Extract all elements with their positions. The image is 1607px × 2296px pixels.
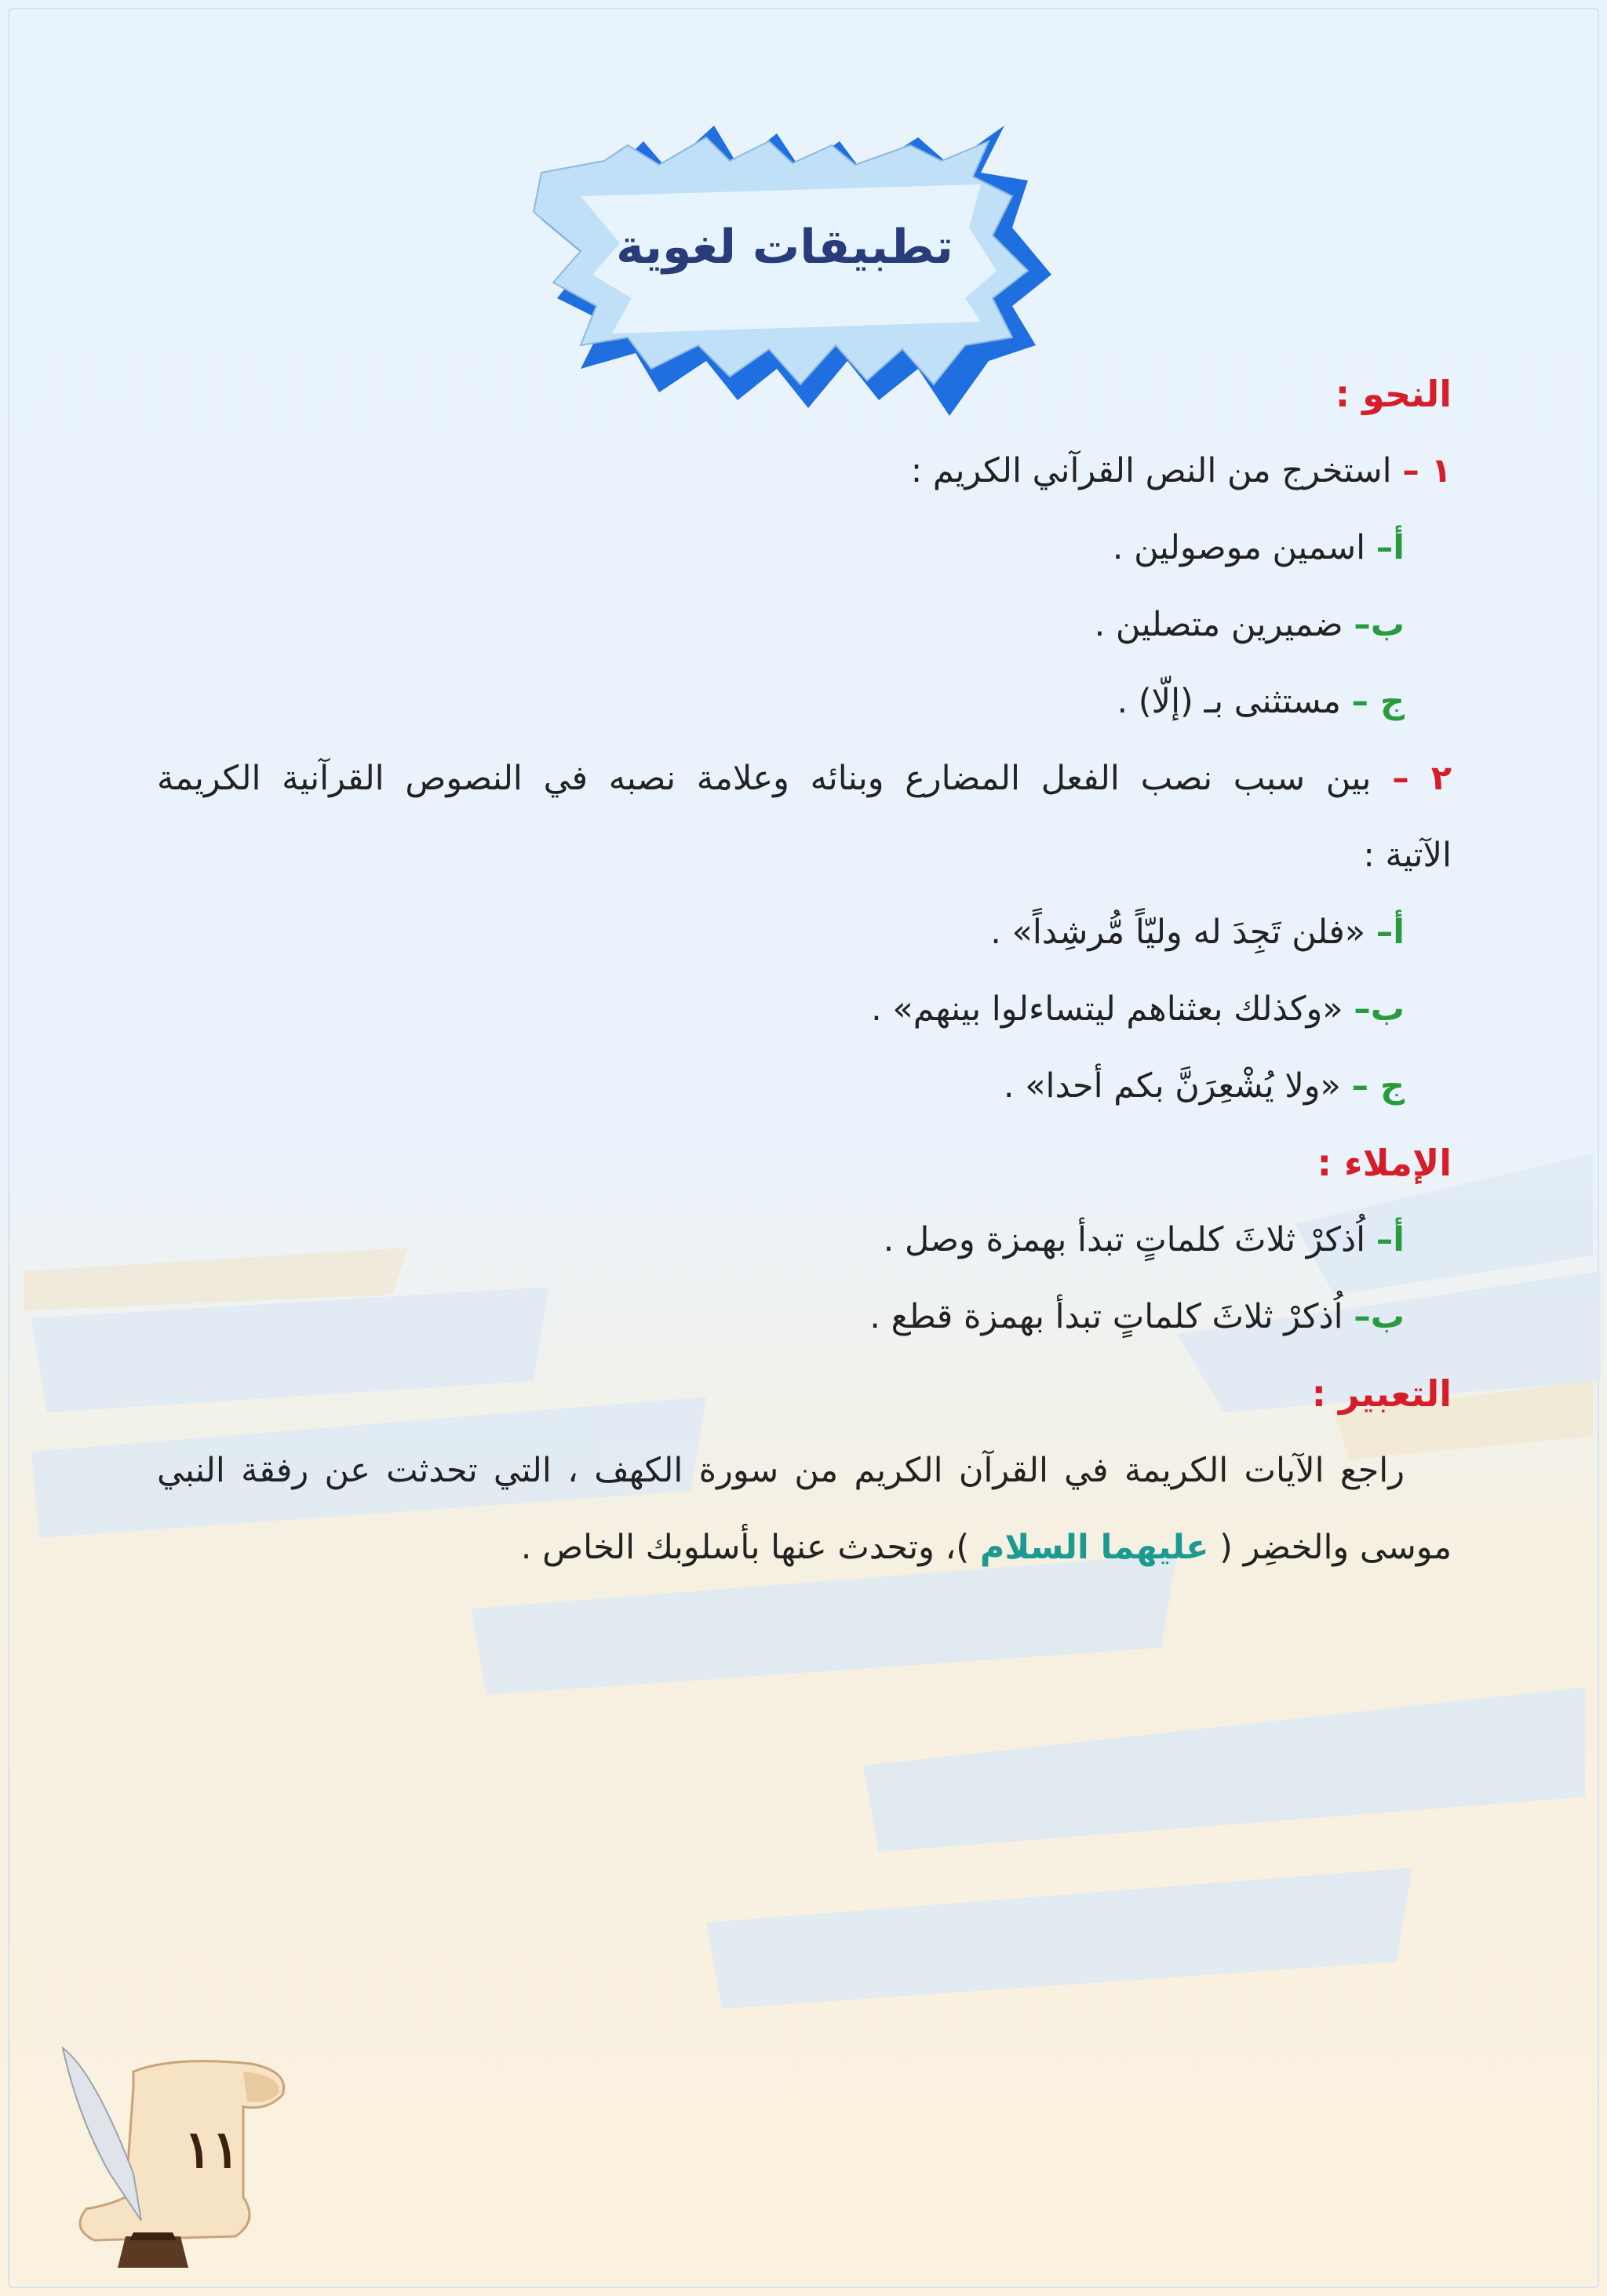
question-1-number: ١ – <box>1402 451 1452 490</box>
question-1 <box>157 446 1452 496</box>
question-2-number: ٢ – <box>1392 759 1452 798</box>
item-text: اُذكرْ ثلاثَ كلماتٍ تبدأ بهمزة وصل . <box>883 1220 1366 1259</box>
item-label: أ– <box>1376 1220 1405 1259</box>
dictation-item-a <box>157 1215 1452 1265</box>
page-number: ١١ <box>184 2119 240 2180</box>
question-2-item-b <box>157 984 1452 1034</box>
question-2-item-c <box>157 1061 1452 1111</box>
question-1-item-b <box>157 600 1452 650</box>
item-text: اُذكرْ ثلاثَ كلماتٍ تبدأ بهمزة قطع . <box>869 1297 1343 1336</box>
question-2 <box>157 753 1452 804</box>
expression-line-2 <box>157 1522 1452 1573</box>
question-2-line2 <box>157 830 1452 880</box>
item-text: «ولا يُشْعِرَنَّ بكم أحدا» . <box>1003 1066 1341 1106</box>
expression-heading: التعبير : <box>1311 1372 1452 1415</box>
grammar-heading: النحو : <box>1335 373 1452 415</box>
item-label: أ– <box>1376 913 1405 952</box>
expression-line-2-after: )، وتحدث عنها بأسلوبك الخاص . <box>520 1528 970 1567</box>
question-1-item-c <box>157 676 1452 727</box>
item-text: اسمين موصولين . <box>1112 528 1366 567</box>
item-label: ب– <box>1354 1297 1405 1336</box>
question-2-text-line2: الآتية : <box>1363 836 1452 875</box>
item-text: «وكذلك بعثناهم ليتساءلوا بينهم» . <box>871 989 1343 1029</box>
expression-line-1: راجع الآيات الكريمة في القرآن الكريم من سورة الكهف ، التي تحدثت عن رفقة النبي <box>157 1451 1405 1490</box>
dictation-heading: الإملاء : <box>1317 1142 1452 1184</box>
question-2-text-line1: بين سبب نصب الفعل المضارع وبنائه وعلامة نصبه في النصوص القرآنية الكريمة <box>157 759 1372 798</box>
expression-line-2-before: موسى والخضِر ( <box>1219 1528 1452 1567</box>
item-text: مستثنى بـ (إلّا) . <box>1117 682 1341 721</box>
question-1-text: استخرج من النص القرآني الكريم : <box>910 451 1392 490</box>
item-label: ج – <box>1351 682 1405 721</box>
page-number-area <box>47 2040 314 2276</box>
question-1-item-a <box>157 523 1452 573</box>
item-label: ب– <box>1354 605 1405 644</box>
item-label: ب– <box>1354 989 1405 1029</box>
item-label: أ– <box>1376 528 1405 567</box>
item-text: ضميرين متصلين . <box>1094 605 1343 644</box>
exercise-content <box>157 369 1452 1599</box>
item-label: ج – <box>1351 1066 1405 1106</box>
dictation-item-b <box>157 1292 1452 1342</box>
honorific-phrase: عليهما السلام <box>979 1528 1209 1567</box>
item-text: «فلن تَجِدَ له وليّاً مُّرشِداً» . <box>990 913 1366 952</box>
question-2-item-a <box>157 907 1452 957</box>
page-title: تطبيقات لغوية <box>616 220 953 275</box>
